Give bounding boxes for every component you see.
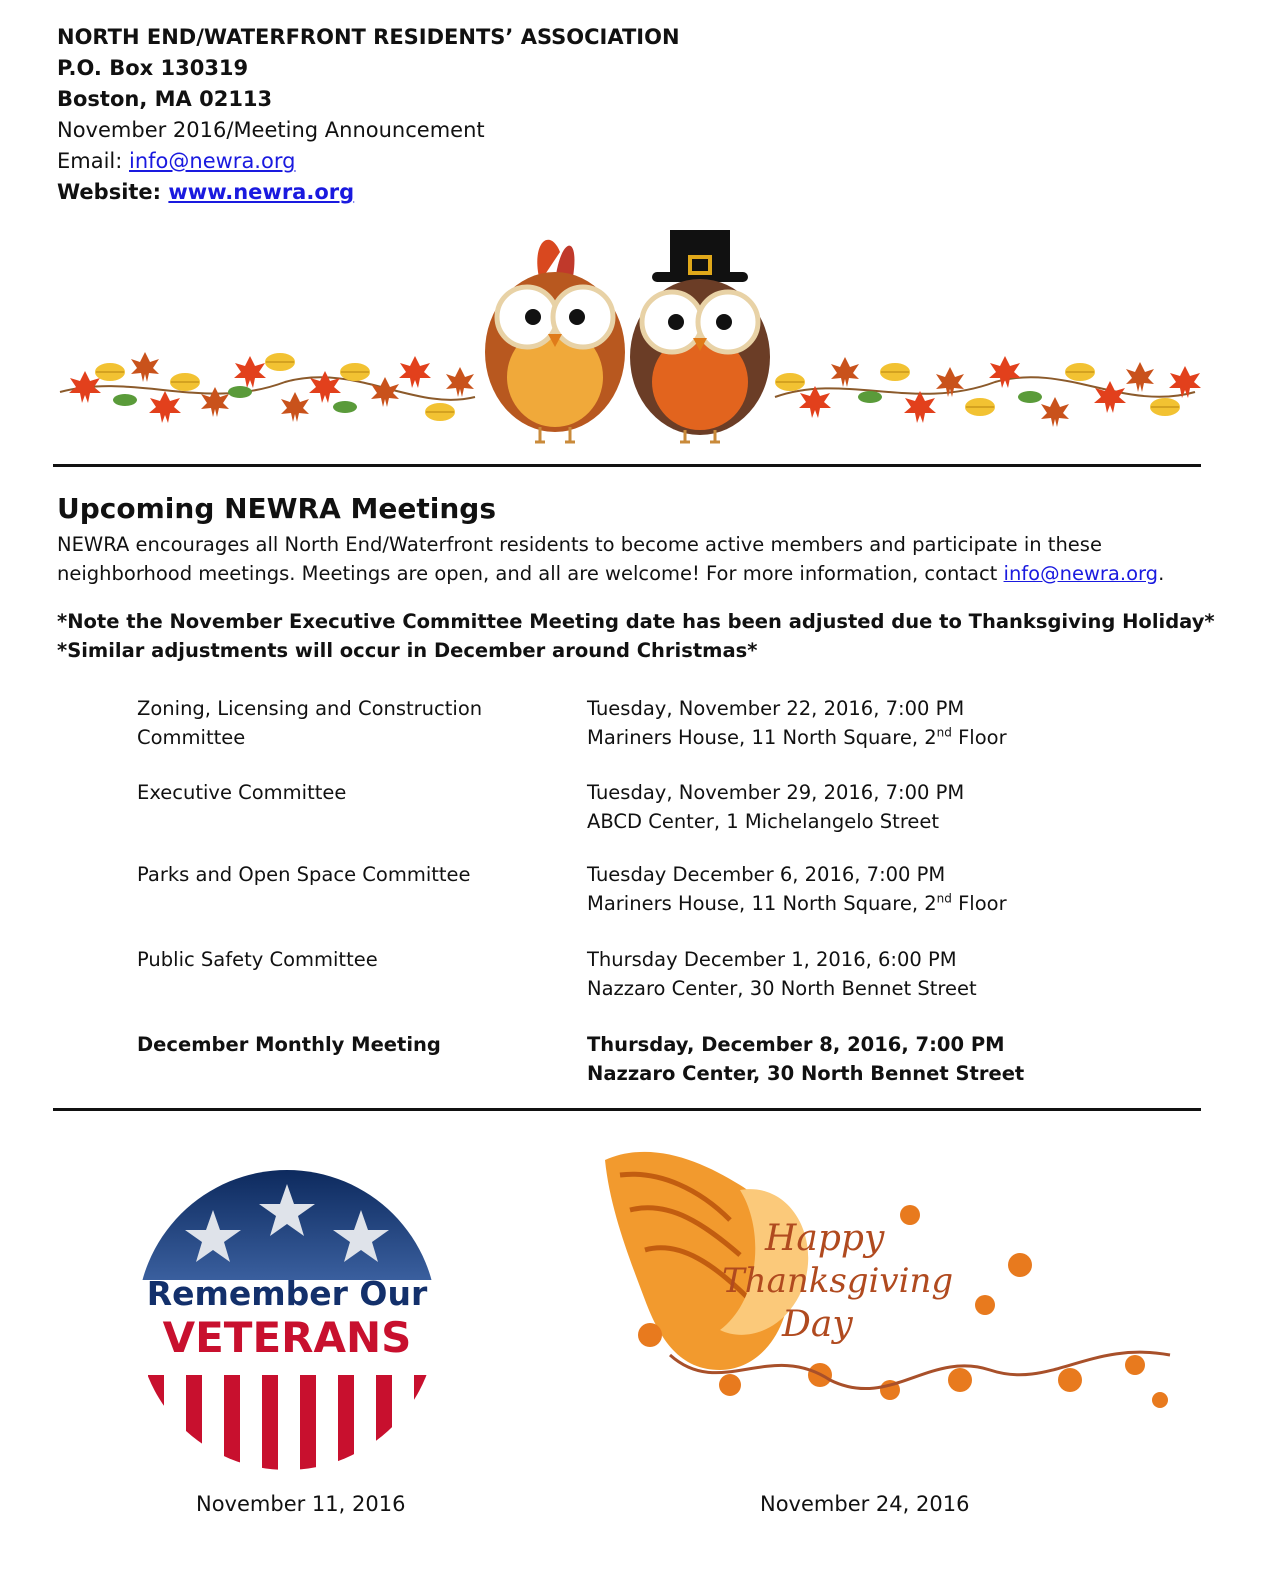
meeting-details [587,946,1187,1003]
meeting-details [587,1031,1187,1088]
meeting-location: Mariners House, 11 North Square, 2nd Floor [587,725,1007,749]
city-address: Boston, MA 02113 [57,87,273,111]
meeting-name [137,861,537,890]
meeting-details [587,695,1187,752]
meeting-details [587,861,1187,918]
meeting-location: Nazzaro Center, 30 North Bennet Street [587,976,977,1000]
badge-line1: Remember Our [146,1274,428,1313]
website-link[interactable]: www.newra.org [168,180,355,204]
schedule-notes [57,607,1215,665]
autumn-owls-banner [55,222,1205,452]
po-box: P.O. Box 130319 [57,56,249,80]
top-divider [53,464,1201,467]
veterans-badge [128,1170,446,1470]
announcement-subtitle: November 2016/Meeting Announcement [57,118,485,142]
thanksgiving-cornucopia [590,1140,1200,1440]
bottom-divider [53,1108,1201,1111]
section-title: Upcoming NEWRA Meetings [57,492,497,525]
veterans-date: November 11, 2016 [196,1492,406,1516]
meeting-details [587,779,1187,836]
meeting-name [137,946,537,975]
website-line [57,177,680,208]
meeting-name-line: Parks and Open Space Committee [137,863,471,886]
meeting-name [137,695,537,752]
meeting-name-line: Executive Committee [137,781,347,804]
note-christmas: *Similar adjustments will occur in December around Christmas* [57,639,758,662]
badge-line2: VETERANS [162,1313,412,1362]
meeting-date: Tuesday, November 29, 2016, 7:00 PM [587,781,965,804]
note-thanksgiving: *Note the November Executive Committee Meeting date has been adjusted due to Thanksgiving Holiday* [57,610,1215,633]
thanksgiving-date: November 24, 2016 [760,1492,970,1516]
meeting-name-line: Committee [137,725,246,749]
thanksgiving-line3: Day [782,1304,853,1345]
intro-text: NEWRA encourages all North End/Waterfront residents to become active members and participate in these neighborhood meetings. Meetings are open, and all are welcome! For more information, contact [57,533,1102,585]
meeting-name-line: Zoning, Licensing and Construction [137,697,483,720]
intro-email-link[interactable]: info@newra.org [1003,562,1159,585]
thanksgiving-line1: Happy [765,1218,885,1259]
letterhead [57,22,680,208]
meeting-date: Thursday December 1, 2016, 6:00 PM [587,948,957,971]
meeting-location: Nazzaro Center, 30 North Bennet Street [587,1061,1025,1085]
meeting-name-line: Public Safety Committee [137,948,378,971]
meeting-name [137,1031,537,1060]
email-line [57,146,680,177]
thanksgiving-line2: Thanksgiving [722,1261,954,1301]
section-intro [57,530,1217,588]
email-label: Email: [57,149,130,173]
meeting-date: Tuesday, November 22, 2016, 7:00 PM [587,697,965,720]
email-link[interactable]: info@newra.org [129,149,296,173]
intro-period: . [1158,562,1165,585]
org-name: NORTH END/WATERFRONT RESIDENTS’ ASSOCIATION [57,25,680,49]
meeting-date: Thursday, December 8, 2016, 7:00 PM [587,1033,1005,1056]
meeting-name-line: December Monthly Meeting [137,1033,441,1056]
meeting-location: Mariners House, 11 North Square, 2nd Floor [587,891,1007,915]
meeting-date: Tuesday December 6, 2016, 7:00 PM [587,863,946,886]
meeting-name [137,779,537,808]
website-label: Website: [57,180,169,204]
meeting-location: ABCD Center, 1 Michelangelo Street [587,809,940,833]
